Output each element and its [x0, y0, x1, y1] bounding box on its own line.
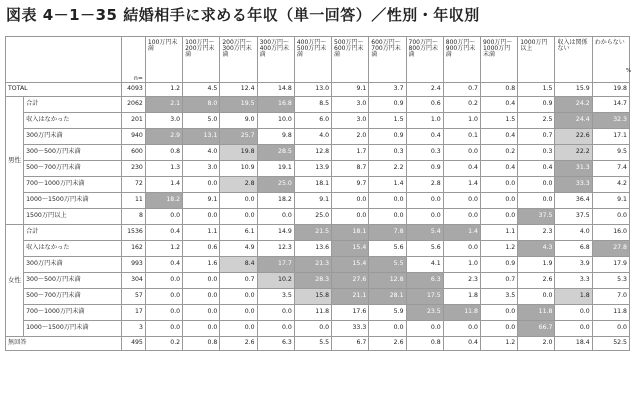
row-n: 230: [121, 161, 145, 177]
data-cell: 4.0: [555, 225, 592, 241]
row-label: 無回答: [6, 337, 122, 351]
row-n: 1536: [121, 225, 145, 241]
table-row: [6, 193, 630, 209]
data-cell: 2.3: [518, 225, 555, 241]
data-cell: 0.0: [332, 209, 369, 225]
col-header: 900万円～1000万円未満: [480, 37, 517, 83]
row-label: 300～500万円未満: [24, 145, 122, 161]
data-cell: 0.0: [518, 289, 555, 305]
table-row: [6, 129, 630, 145]
data-cell: 0.0: [369, 321, 406, 337]
data-cell: 4.1: [406, 257, 443, 273]
data-cell: 0.4: [145, 225, 182, 241]
data-cell: 3.0: [332, 113, 369, 129]
data-cell: 36.4: [555, 193, 592, 209]
row-label: 収入はなかった: [24, 113, 122, 129]
data-cell: 27.8: [592, 241, 629, 257]
header-n: [121, 37, 145, 83]
data-cell: 0.0: [145, 289, 182, 305]
table-row: [6, 225, 630, 241]
data-cell: 0.0: [220, 321, 257, 337]
data-cell: 19.1: [257, 161, 294, 177]
col-header: 500万円～600万円未満: [332, 37, 369, 83]
data-cell: 13.9: [294, 161, 331, 177]
data-cell: 2.6: [518, 273, 555, 289]
data-cell: 2.3: [443, 273, 480, 289]
row-n: 201: [121, 113, 145, 129]
data-cell: 9.8: [257, 129, 294, 145]
data-cell: 24.4: [555, 113, 592, 129]
data-cell: 0.7: [518, 129, 555, 145]
data-cell: 28.5: [257, 145, 294, 161]
data-cell: 0.0: [555, 321, 592, 337]
data-cell: 5.3: [592, 273, 629, 289]
data-cell: 0.0: [220, 193, 257, 209]
data-cell: 0.8: [145, 145, 182, 161]
data-cell: 6.3: [406, 273, 443, 289]
data-cell: 16.8: [257, 97, 294, 113]
data-cell: 0.0: [555, 305, 592, 321]
data-cell: 9.5: [592, 145, 629, 161]
data-cell: 24.2: [555, 97, 592, 113]
data-cell: 2.6: [220, 337, 257, 351]
data-cell: 2.6: [369, 337, 406, 351]
data-cell: 0.8: [183, 337, 220, 351]
data-cell: 1.2: [145, 241, 182, 257]
data-cell: 2.8: [406, 177, 443, 193]
data-cell: 15.8: [294, 289, 331, 305]
data-cell: 0.0: [480, 321, 517, 337]
data-cell: 13.1: [183, 129, 220, 145]
data-cell: 9.1: [183, 193, 220, 209]
data-cell: 7.4: [592, 161, 629, 177]
data-cell: 1.8: [555, 289, 592, 305]
data-cell: 19.8: [220, 145, 257, 161]
data-cell: 0.0: [145, 273, 182, 289]
data-cell: 6.0: [294, 113, 331, 129]
data-cell: 0.0: [294, 321, 331, 337]
row-n: 72: [121, 177, 145, 193]
col-header: 700万円～800万円未満: [406, 37, 443, 83]
percent-unit: %: [626, 68, 632, 74]
table-row: [6, 161, 630, 177]
data-cell: 0.4: [406, 129, 443, 145]
data-cell: 5.6: [406, 241, 443, 257]
data-cell: 7.8: [369, 225, 406, 241]
data-cell: 1.0: [406, 113, 443, 129]
row-label: 合計: [24, 225, 122, 241]
data-cell: 0.0: [369, 193, 406, 209]
data-cell: 12.3: [257, 241, 294, 257]
data-cell: 0.6: [183, 241, 220, 257]
data-cell: 17.6: [332, 305, 369, 321]
data-cell: 13.0: [294, 83, 331, 97]
data-cell: 2.0: [332, 129, 369, 145]
data-cell: 1.5: [518, 83, 555, 97]
data-cell: 11.8: [592, 305, 629, 321]
data-cell: 28.3: [294, 273, 331, 289]
data-cell: 18.4: [555, 337, 592, 351]
data-cell: 3.0: [183, 161, 220, 177]
data-cell: 0.1: [443, 129, 480, 145]
header-blank: [6, 37, 122, 83]
group-female: 女性: [6, 225, 24, 337]
data-cell: 17.9: [592, 257, 629, 273]
table-row: [6, 257, 630, 273]
row-label: 収入はなかった: [24, 241, 122, 257]
data-cell: 0.0: [183, 321, 220, 337]
data-cell: 52.5: [592, 337, 629, 351]
data-cell: 21.3: [294, 257, 331, 273]
data-cell: 0.0: [369, 209, 406, 225]
row-n: 11: [121, 193, 145, 209]
data-cell: 0.4: [480, 161, 517, 177]
data-cell: 1.4: [443, 225, 480, 241]
col-header: 100万円未満: [145, 37, 182, 83]
data-cell: 1.0: [443, 257, 480, 273]
table-row: [6, 145, 630, 161]
data-cell: 0.0: [518, 193, 555, 209]
data-cell: 25.7: [220, 129, 257, 145]
col-header: 1000万円以上: [518, 37, 555, 83]
row-label: 1000～1500万円未満: [24, 193, 122, 209]
data-cell: 0.0: [443, 209, 480, 225]
data-cell: 0.0: [480, 193, 517, 209]
data-cell: 1.2: [480, 337, 517, 351]
data-cell: 0.4: [480, 97, 517, 113]
data-cell: 4.3: [518, 241, 555, 257]
data-cell: 22.6: [555, 129, 592, 145]
data-cell: 2.4: [406, 83, 443, 97]
data-cell: 21.1: [332, 289, 369, 305]
data-cell: 8.0: [183, 97, 220, 113]
data-cell: 3.3: [555, 273, 592, 289]
data-cell: 3.0: [332, 97, 369, 113]
data-cell: 0.0: [220, 209, 257, 225]
data-cell: 0.0: [518, 177, 555, 193]
data-cell: 3.5: [257, 289, 294, 305]
data-cell: 10.2: [257, 273, 294, 289]
data-cell: 19.5: [220, 97, 257, 113]
row-label: 300万円未満: [24, 129, 122, 145]
data-cell: 1.2: [145, 83, 182, 97]
data-cell: 16.0: [592, 225, 629, 241]
data-cell: 0.0: [145, 209, 182, 225]
col-header: 600万円～700万円未満: [369, 37, 406, 83]
data-cell: 21.5: [294, 225, 331, 241]
data-cell: 9.0: [220, 113, 257, 129]
data-cell: 0.9: [480, 257, 517, 273]
table-row: [6, 289, 630, 305]
data-cell: 1.6: [183, 257, 220, 273]
data-cell: 1.0: [443, 113, 480, 129]
data-cell: 0.0: [183, 209, 220, 225]
data-cell: 33.3: [555, 177, 592, 193]
col-header: 100万円～200万円未満: [183, 37, 220, 83]
data-cell: 0.0: [406, 193, 443, 209]
data-cell: 2.9: [145, 129, 182, 145]
data-cell: 0.0: [183, 305, 220, 321]
row-n: 4093: [121, 83, 145, 97]
data-cell: 6.8: [555, 241, 592, 257]
data-cell: 5.6: [369, 241, 406, 257]
data-cell: 19.8: [592, 83, 629, 97]
data-cell: 2.0: [518, 337, 555, 351]
data-cell: 0.7: [220, 273, 257, 289]
data-cell: 12.4: [220, 83, 257, 97]
row-n: 495: [121, 337, 145, 351]
data-cell: 0.0: [480, 209, 517, 225]
data-cell: 1.1: [183, 225, 220, 241]
row-n: 304: [121, 273, 145, 289]
row-label: 300万円未満: [24, 257, 122, 273]
data-cell: 5.5: [369, 257, 406, 273]
data-cell: 15.9: [555, 83, 592, 97]
row-label: 700～1000万円未満: [24, 177, 122, 193]
col-header: わからない: [592, 37, 629, 83]
table-row: [6, 209, 630, 225]
data-cell: 15.4: [332, 257, 369, 273]
data-cell: 2.5: [518, 113, 555, 129]
table-row: [6, 97, 630, 113]
data-cell: 11.8: [443, 305, 480, 321]
data-cell: 5.9: [369, 305, 406, 321]
data-cell: 32.3: [592, 113, 629, 129]
data-cell: 8.7: [332, 161, 369, 177]
data-cell: 37.5: [518, 209, 555, 225]
data-cell: 31.3: [555, 161, 592, 177]
data-cell: 5.4: [406, 225, 443, 241]
data-cell: 6.7: [332, 337, 369, 351]
data-cell: 0.0: [257, 305, 294, 321]
row-label: 500～700万円未満: [24, 289, 122, 305]
row-label: 1500万円以上: [24, 209, 122, 225]
data-cell: 9.1: [592, 193, 629, 209]
data-cell: 3.7: [369, 83, 406, 97]
data-cell: 6.1: [220, 225, 257, 241]
income-table: [5, 36, 630, 351]
data-cell: 23.5: [406, 305, 443, 321]
row-n: 600: [121, 145, 145, 161]
data-cell: 18.1: [294, 177, 331, 193]
data-cell: 37.5: [555, 209, 592, 225]
data-cell: 0.2: [443, 97, 480, 113]
table-row: [6, 113, 630, 129]
table-row: [6, 273, 630, 289]
data-cell: 3.9: [555, 257, 592, 273]
n-label: n=: [134, 75, 143, 82]
table-row: [6, 305, 630, 321]
data-cell: 0.0: [183, 273, 220, 289]
row-label: 300～500万円未満: [24, 273, 122, 289]
data-cell: 1.3: [145, 161, 182, 177]
data-cell: 15.4: [332, 241, 369, 257]
data-cell: 0.0: [257, 209, 294, 225]
row-n: 17: [121, 305, 145, 321]
data-cell: 0.0: [183, 289, 220, 305]
header-row: [6, 37, 630, 83]
data-cell: 66.7: [518, 321, 555, 337]
data-cell: 0.0: [332, 193, 369, 209]
data-cell: 5.5: [294, 337, 331, 351]
table-row: [6, 337, 630, 351]
data-cell: 0.8: [406, 337, 443, 351]
data-cell: 1.2: [480, 241, 517, 257]
data-cell: 0.0: [480, 177, 517, 193]
data-cell: 0.4: [480, 129, 517, 145]
data-cell: 0.9: [518, 97, 555, 113]
data-cell: 33.3: [332, 321, 369, 337]
data-cell: 1.4: [145, 177, 182, 193]
page-title: 図表 4－1－35 結婚相手に求める年収（単一回答）／性別・年収別: [6, 6, 480, 24]
data-cell: 4.9: [220, 241, 257, 257]
data-cell: 1.4: [443, 177, 480, 193]
data-cell: 17.1: [592, 129, 629, 145]
row-n: 2062: [121, 97, 145, 113]
row-label: TOTAL: [6, 83, 122, 97]
col-header: 400万円～500万円未満: [294, 37, 331, 83]
col-header: 300万円～400万円未満: [257, 37, 294, 83]
data-cell: 0.0: [592, 321, 629, 337]
data-cell: 25.0: [294, 209, 331, 225]
data-cell: 3.0: [145, 113, 182, 129]
data-cell: 0.3: [406, 145, 443, 161]
table-row: [6, 83, 630, 97]
table-row: [6, 177, 630, 193]
data-cell: 27.6: [332, 273, 369, 289]
data-cell: 0.0: [592, 209, 629, 225]
row-n: 8: [121, 209, 145, 225]
data-cell: 0.3: [518, 145, 555, 161]
data-cell: 0.9: [369, 129, 406, 145]
data-cell: 25.0: [257, 177, 294, 193]
data-cell: 5.0: [183, 113, 220, 129]
data-cell: 2.2: [369, 161, 406, 177]
data-cell: 8.5: [294, 97, 331, 113]
table-row: [6, 241, 630, 257]
data-cell: 0.0: [480, 305, 517, 321]
row-label: 1000～1500万円未満: [24, 321, 122, 337]
data-cell: 13.6: [294, 241, 331, 257]
row-label: 500～700万円未満: [24, 161, 122, 177]
data-cell: 14.7: [592, 97, 629, 113]
data-cell: 14.8: [257, 83, 294, 97]
data-cell: 1.5: [480, 113, 517, 129]
data-cell: 2.8: [220, 177, 257, 193]
col-header: 800万円～900万円未満: [443, 37, 480, 83]
row-label: 700～1000万円未満: [24, 305, 122, 321]
data-cell: 12.8: [294, 145, 331, 161]
data-cell: 0.4: [443, 161, 480, 177]
data-cell: 0.3: [369, 145, 406, 161]
data-cell: 0.0: [145, 321, 182, 337]
data-cell: 0.9: [369, 97, 406, 113]
data-cell: 0.4: [145, 257, 182, 273]
data-cell: 0.0: [443, 321, 480, 337]
data-cell: 9.7: [332, 177, 369, 193]
data-cell: 0.0: [443, 193, 480, 209]
data-cell: 0.0: [443, 145, 480, 161]
data-cell: 8.4: [220, 257, 257, 273]
data-cell: 28.1: [369, 289, 406, 305]
data-cell: 1.7: [332, 145, 369, 161]
data-cell: 0.4: [443, 337, 480, 351]
data-cell: 11.8: [294, 305, 331, 321]
data-cell: 3.5: [480, 289, 517, 305]
data-cell: 14.9: [257, 225, 294, 241]
data-cell: 9.1: [332, 83, 369, 97]
data-cell: 2.1: [145, 97, 182, 113]
data-cell: 0.4: [518, 161, 555, 177]
data-cell: 0.0: [145, 305, 182, 321]
row-label: 合計: [24, 97, 122, 113]
data-cell: 0.0: [220, 305, 257, 321]
data-cell: 0.9: [406, 161, 443, 177]
data-cell: 18.2: [257, 193, 294, 209]
row-n: 940: [121, 129, 145, 145]
data-cell: 0.6: [406, 97, 443, 113]
data-cell: 1.8: [443, 289, 480, 305]
data-cell: 0.7: [443, 83, 480, 97]
data-cell: 22.2: [555, 145, 592, 161]
group-male: 男性: [6, 97, 24, 225]
data-cell: 10.9: [220, 161, 257, 177]
row-n: 993: [121, 257, 145, 273]
data-cell: 4.2: [592, 177, 629, 193]
data-cell: 1.4: [369, 177, 406, 193]
data-cell: 0.7: [480, 273, 517, 289]
data-cell: 4.0: [183, 145, 220, 161]
data-cell: 18.1: [332, 225, 369, 241]
col-header: 200万円～300万円未満: [220, 37, 257, 83]
data-cell: 0.8: [480, 83, 517, 97]
data-cell: 17.5: [406, 289, 443, 305]
data-cell: 10.0: [257, 113, 294, 129]
data-cell: 4.0: [294, 129, 331, 145]
data-cell: 1.1: [480, 225, 517, 241]
col-header: 収入は関係ない: [555, 37, 592, 83]
data-cell: 0.2: [480, 145, 517, 161]
data-cell: 18.2: [145, 193, 182, 209]
data-cell: 11.8: [518, 305, 555, 321]
data-cell: 0.0: [443, 241, 480, 257]
data-cell: 9.1: [294, 193, 331, 209]
row-n: 3: [121, 321, 145, 337]
row-n: 162: [121, 241, 145, 257]
row-n: 57: [121, 289, 145, 305]
table-row: [6, 321, 630, 337]
data-cell: 0.0: [257, 321, 294, 337]
data-cell: 0.0: [406, 321, 443, 337]
data-cell: 6.3: [257, 337, 294, 351]
data-cell: 1.5: [369, 113, 406, 129]
data-cell: 12.8: [369, 273, 406, 289]
data-cell: 17.7: [257, 257, 294, 273]
table-body: [6, 83, 630, 351]
data-cell: 0.0: [183, 177, 220, 193]
data-cell: 4.5: [183, 83, 220, 97]
data-cell: 7.0: [592, 289, 629, 305]
data-cell: 0.2: [145, 337, 182, 351]
data-cell: 0.0: [220, 289, 257, 305]
data-cell: 0.0: [406, 209, 443, 225]
data-cell: 1.9: [518, 257, 555, 273]
